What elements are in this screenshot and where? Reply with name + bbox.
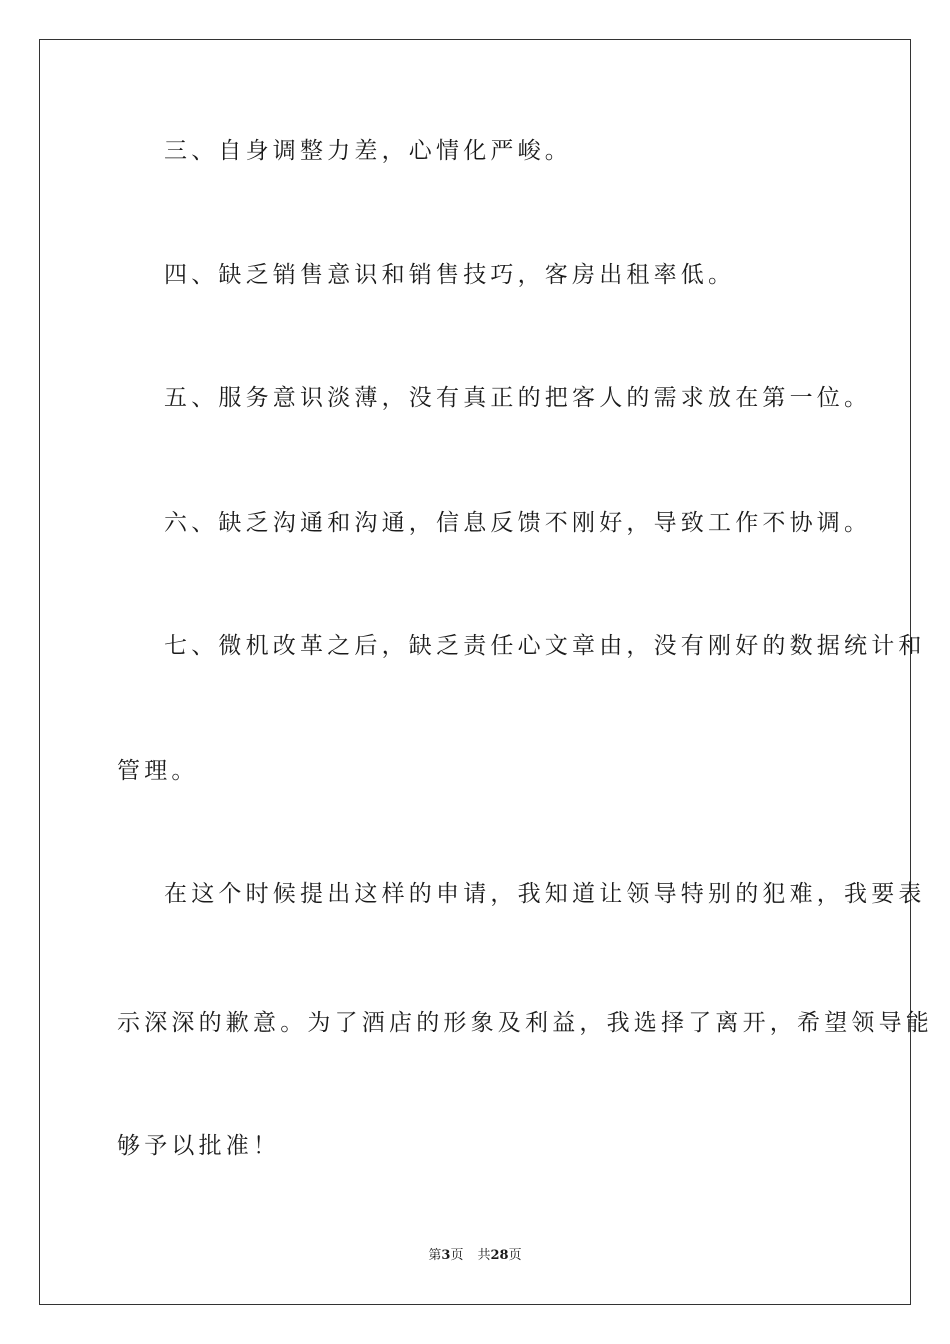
page-prefix: 第 bbox=[428, 1248, 442, 1263]
page-suffix: 页 bbox=[450, 1248, 464, 1263]
paragraph-item-7-line-1: 七、微机改革之后，缺乏责任心文章由，没有刚好的数据统计和 bbox=[164, 633, 926, 659]
total-suffix: 页 bbox=[508, 1248, 522, 1263]
paragraph-item-5: 五、服务意识淡薄，没有真正的把客人的需求放在第一位。 bbox=[164, 385, 872, 411]
closing-paragraph-line-2: 示深深的歉意。为了酒店的形象及利益，我选择了离开，希望领导能 bbox=[117, 1010, 933, 1036]
total-prefix: 共 bbox=[477, 1248, 491, 1263]
paragraph-item-7-line-2: 管理。 bbox=[117, 758, 199, 784]
closing-paragraph-line-3: 够予以批准！ bbox=[117, 1133, 281, 1159]
closing-paragraph-line-1: 在这个时候提出这样的申请，我知道让领导特别的犯难，我要表 bbox=[164, 881, 926, 907]
paragraph-item-3: 三、自身调整力差，心情化严峻。 bbox=[164, 138, 572, 164]
page-border bbox=[39, 39, 933, 1305]
paragraph-item-6: 六、缺乏沟通和沟通，信息反馈不刚好，导致工作不协调。 bbox=[164, 510, 872, 536]
paragraph-item-4: 四、缺乏销售意识和销售技巧，客房出租率低。 bbox=[164, 262, 736, 288]
current-page-number: 3 bbox=[441, 1248, 451, 1263]
page-number-footer bbox=[0, 1247, 950, 1265]
total-page-count: 28 bbox=[490, 1248, 509, 1263]
